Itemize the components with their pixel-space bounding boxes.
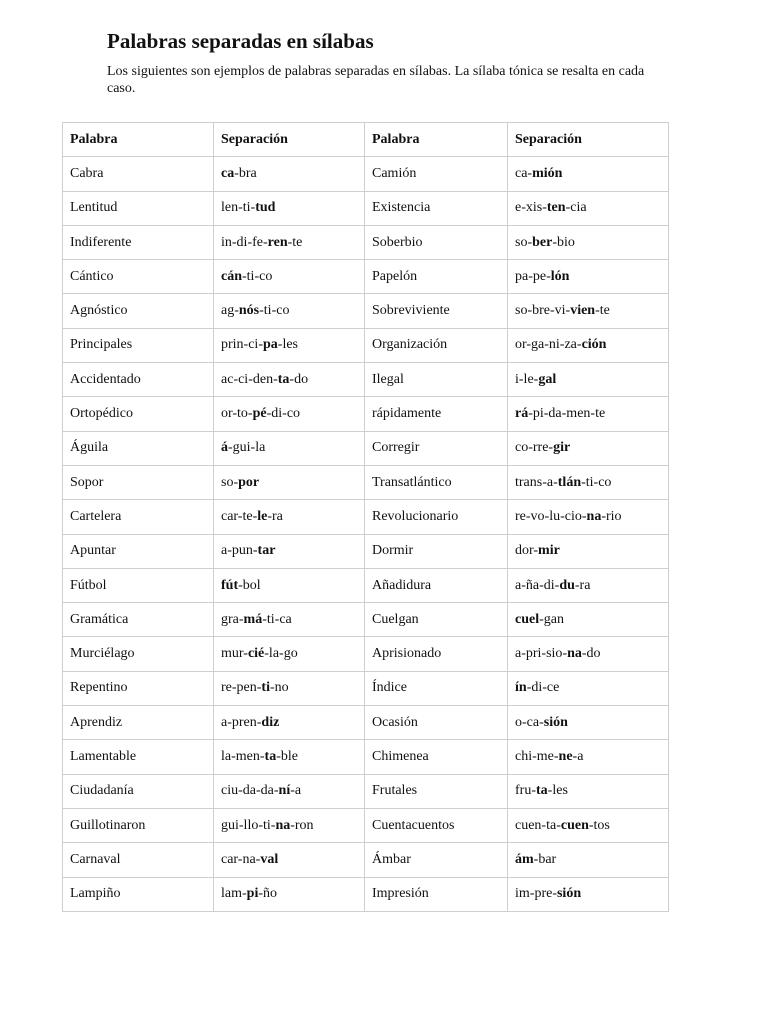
stressed-syllable: cié bbox=[247, 646, 265, 662]
stressed-syllable: na bbox=[567, 646, 582, 662]
table-row bbox=[63, 603, 669, 637]
separation-cell bbox=[508, 363, 669, 397]
syllable-segment: -pi-da-men-te bbox=[528, 406, 606, 422]
stressed-syllable: na bbox=[275, 817, 291, 833]
separation-cell bbox=[214, 568, 365, 602]
separation-cell bbox=[214, 363, 365, 397]
separation-cell bbox=[508, 431, 669, 465]
syllable-segment: -do bbox=[581, 646, 601, 662]
separation-cell bbox=[214, 603, 365, 637]
stressed-syllable: pa bbox=[262, 337, 278, 353]
stressed-syllable: má bbox=[243, 611, 263, 627]
syllable-segment: e-xis- bbox=[515, 200, 547, 216]
word-cell: Cabra bbox=[63, 157, 214, 191]
header-separation: Separación bbox=[214, 123, 365, 157]
syllable-segment: trans-a- bbox=[515, 474, 558, 490]
word-cell: Cántico bbox=[63, 260, 214, 294]
syllable-segment: -les bbox=[277, 337, 298, 353]
separation-cell bbox=[214, 191, 365, 225]
word-cell: Chimenea bbox=[365, 740, 508, 774]
stressed-syllable: tud bbox=[255, 200, 276, 216]
separation-cell bbox=[214, 671, 365, 705]
separation-cell bbox=[508, 328, 669, 362]
table-row bbox=[63, 465, 669, 499]
separation-cell bbox=[214, 706, 365, 740]
stressed-syllable: ca bbox=[221, 165, 235, 181]
stressed-syllable: mir bbox=[538, 543, 560, 559]
stressed-syllable: ber bbox=[532, 234, 553, 250]
syllable-segment: -les bbox=[547, 783, 568, 799]
syllable-segment: fru- bbox=[515, 783, 536, 799]
stressed-syllable: gal bbox=[538, 371, 557, 387]
syllable-segment: -gui-la bbox=[228, 440, 266, 456]
syllable-segment: -ti-co bbox=[242, 268, 273, 284]
syllable-segment: ac-ci-den- bbox=[221, 371, 278, 387]
separation-cell bbox=[214, 294, 365, 328]
separation-cell bbox=[214, 500, 365, 534]
syllable-segment: la-men- bbox=[221, 748, 265, 764]
word-cell: Soberbio bbox=[365, 225, 508, 259]
separation-cell bbox=[214, 157, 365, 191]
stressed-syllable: ta bbox=[277, 371, 290, 387]
syllable-segment: cuen-ta- bbox=[515, 817, 561, 833]
syllable-segment: -rio bbox=[601, 508, 622, 524]
separation-cell bbox=[214, 465, 365, 499]
word-cell: Indiferente bbox=[63, 225, 214, 259]
table-row bbox=[63, 328, 669, 362]
word-cell: Sopor bbox=[63, 465, 214, 499]
syllable-segment: -bra bbox=[234, 165, 257, 181]
separation-cell bbox=[508, 397, 669, 431]
stressed-syllable: ní bbox=[278, 783, 291, 799]
word-cell: Dormir bbox=[365, 534, 508, 568]
word-cell: Murciélago bbox=[63, 637, 214, 671]
syllable-segment: so- bbox=[221, 474, 239, 490]
syllable-segment: chi-me- bbox=[515, 748, 559, 764]
stressed-syllable: ám bbox=[515, 851, 534, 867]
separation-cell bbox=[508, 740, 669, 774]
stressed-syllable: mión bbox=[532, 165, 563, 181]
word-cell: Carnaval bbox=[63, 843, 214, 877]
syllable-segment: pa-pe- bbox=[515, 268, 551, 284]
separation-cell bbox=[214, 225, 365, 259]
stressed-syllable: ten bbox=[546, 200, 566, 216]
separation-cell bbox=[214, 328, 365, 362]
word-cell: Apuntar bbox=[63, 534, 214, 568]
syllable-segment: -gan bbox=[539, 611, 564, 627]
table-header-row bbox=[63, 123, 669, 157]
syllable-segment: a-ña-di- bbox=[515, 577, 560, 593]
stressed-syllable: ta bbox=[536, 783, 548, 799]
table-body bbox=[63, 157, 669, 912]
stressed-syllable: cán bbox=[221, 268, 242, 284]
word-cell: Ámbar bbox=[365, 843, 508, 877]
syllable-segment: -bol bbox=[238, 577, 261, 593]
syllable-segment: -a bbox=[290, 783, 302, 799]
table-row bbox=[63, 637, 669, 671]
word-cell: Lentitud bbox=[63, 191, 214, 225]
intro-paragraph: Los siguientes son ejemplos de palabras separadas en sílabas. La sílaba tónica se resalta en cada caso. bbox=[107, 64, 645, 96]
word-cell: Ocasión bbox=[365, 706, 508, 740]
table-row bbox=[63, 808, 669, 842]
syllable-segment: re-vo-lu-cio- bbox=[515, 508, 587, 524]
separation-cell bbox=[508, 225, 669, 259]
word-cell: Principales bbox=[63, 328, 214, 362]
stressed-syllable: á bbox=[221, 440, 228, 456]
word-cell: Impresión bbox=[365, 877, 508, 911]
syllable-segment: -ti-ca bbox=[262, 611, 292, 627]
stressed-syllable: sión bbox=[543, 714, 568, 730]
syllable-segment: len-ti- bbox=[221, 200, 256, 216]
separation-cell bbox=[508, 808, 669, 842]
table-row bbox=[63, 706, 669, 740]
word-cell: Índice bbox=[365, 671, 508, 705]
syllable-segment: so- bbox=[515, 234, 533, 250]
syllable-segment: -ra bbox=[574, 577, 591, 593]
separation-cell bbox=[508, 843, 669, 877]
syllable-segment: -ño bbox=[258, 886, 278, 902]
table-row bbox=[63, 157, 669, 191]
syllable-segment: -ron bbox=[290, 817, 314, 833]
separation-cell bbox=[508, 637, 669, 671]
syllable-segment: lam- bbox=[221, 886, 247, 902]
separation-cell bbox=[214, 534, 365, 568]
syllable-segment: car-na- bbox=[221, 851, 261, 867]
syllable-segment: -ble bbox=[276, 748, 298, 764]
syllable-segment: -la-go bbox=[264, 646, 298, 662]
syllable-segment: or-to- bbox=[221, 406, 253, 422]
table-row bbox=[63, 225, 669, 259]
syllable-segment: co-rre- bbox=[515, 440, 554, 456]
syllable-segment: -te bbox=[595, 303, 610, 319]
separation-cell bbox=[508, 534, 669, 568]
stressed-syllable: gir bbox=[553, 440, 571, 456]
word-cell: Revolucionario bbox=[365, 500, 508, 534]
word-cell: Lamentable bbox=[63, 740, 214, 774]
table-row bbox=[63, 260, 669, 294]
word-cell: Aprendiz bbox=[63, 706, 214, 740]
syllable-segment: in-di-fe- bbox=[221, 234, 268, 250]
stressed-syllable: ta bbox=[264, 748, 277, 764]
separation-cell bbox=[214, 397, 365, 431]
separation-cell bbox=[508, 191, 669, 225]
word-cell: Accidentado bbox=[63, 363, 214, 397]
table-row bbox=[63, 740, 669, 774]
syllable-segment: -te bbox=[287, 234, 303, 250]
separation-cell bbox=[508, 774, 669, 808]
syllable-segment: re-pen- bbox=[221, 680, 262, 696]
syllable-segment: so-bre-vi- bbox=[515, 303, 571, 319]
stressed-syllable: diz bbox=[261, 714, 280, 730]
word-cell: Organización bbox=[365, 328, 508, 362]
stressed-syllable: tlán bbox=[557, 474, 582, 490]
stressed-syllable: nós bbox=[238, 303, 260, 319]
stressed-syllable: ne bbox=[558, 748, 573, 764]
table-row bbox=[63, 534, 669, 568]
separation-cell bbox=[214, 431, 365, 465]
word-cell: Águila bbox=[63, 431, 214, 465]
syllable-segment: -cia bbox=[565, 200, 587, 216]
stressed-syllable: fút bbox=[221, 577, 239, 593]
separation-cell bbox=[508, 671, 669, 705]
syllable-segment: -ti-co bbox=[259, 303, 290, 319]
word-cell: Frutales bbox=[365, 774, 508, 808]
separation-cell bbox=[214, 637, 365, 671]
word-cell: Aprisionado bbox=[365, 637, 508, 671]
stressed-syllable: le bbox=[257, 508, 268, 524]
separation-cell bbox=[214, 740, 365, 774]
syllable-segment: gra- bbox=[221, 611, 244, 627]
separation-cell bbox=[508, 603, 669, 637]
separation-cell bbox=[508, 465, 669, 499]
syllable-segment: -a bbox=[572, 748, 584, 764]
word-cell: Corregir bbox=[365, 431, 508, 465]
table-row bbox=[63, 431, 669, 465]
word-cell: Cuelgan bbox=[365, 603, 508, 637]
separation-cell bbox=[508, 568, 669, 602]
syllable-segment: im-pre- bbox=[515, 886, 557, 902]
syllable-table bbox=[62, 122, 669, 912]
word-cell: Ilegal bbox=[365, 363, 508, 397]
word-cell: Añadidura bbox=[365, 568, 508, 602]
separation-cell bbox=[214, 843, 365, 877]
syllable-segment: car-te- bbox=[221, 508, 258, 524]
word-cell: Cartelera bbox=[63, 500, 214, 534]
stressed-syllable: pi bbox=[246, 886, 259, 902]
word-cell: rápidamente bbox=[365, 397, 508, 431]
table-row bbox=[63, 397, 669, 431]
stressed-syllable: tar bbox=[257, 543, 276, 559]
separation-cell bbox=[214, 877, 365, 911]
table-row bbox=[63, 843, 669, 877]
separation-cell bbox=[508, 294, 669, 328]
word-cell: Sobreviviente bbox=[365, 294, 508, 328]
syllable-segment: ag- bbox=[221, 303, 239, 319]
stressed-syllable: sión bbox=[556, 886, 582, 902]
header-separation: Separación bbox=[508, 123, 669, 157]
syllable-segment: or-ga-ni-za- bbox=[515, 337, 582, 353]
table-row bbox=[63, 774, 669, 808]
word-cell: Ortopédico bbox=[63, 397, 214, 431]
word-cell: Guillotinaron bbox=[63, 808, 214, 842]
separation-cell bbox=[508, 260, 669, 294]
separation-cell bbox=[508, 877, 669, 911]
stressed-syllable: ín bbox=[515, 680, 527, 696]
syllable-segment: a-pren- bbox=[221, 714, 262, 730]
table-row bbox=[63, 671, 669, 705]
table-row bbox=[63, 568, 669, 602]
table-row bbox=[63, 191, 669, 225]
stressed-syllable: val bbox=[260, 851, 279, 867]
separation-cell bbox=[214, 808, 365, 842]
word-cell: Lampiño bbox=[63, 877, 214, 911]
stressed-syllable: pé bbox=[252, 406, 267, 422]
separation-cell bbox=[508, 157, 669, 191]
syllable-segment: -bar bbox=[533, 851, 557, 867]
word-cell: Agnóstico bbox=[63, 294, 214, 328]
syllable-segment: -do bbox=[289, 371, 309, 387]
syllable-segment: dor- bbox=[515, 543, 539, 559]
header-word: Palabra bbox=[63, 123, 214, 157]
stressed-syllable: ren bbox=[267, 234, 288, 250]
word-cell: Camión bbox=[365, 157, 508, 191]
word-cell: Papelón bbox=[365, 260, 508, 294]
word-cell: Fútbol bbox=[63, 568, 214, 602]
syllable-segment: o-ca- bbox=[515, 714, 544, 730]
syllable-segment: gui-llo-ti- bbox=[221, 817, 276, 833]
syllable-segment: -no bbox=[269, 680, 289, 696]
header-word: Palabra bbox=[365, 123, 508, 157]
stressed-syllable: rá bbox=[515, 406, 529, 422]
syllable-segment: -ti-co bbox=[581, 474, 612, 490]
syllable-segment: -di-co bbox=[266, 406, 301, 422]
stressed-syllable: ti bbox=[261, 680, 270, 696]
syllable-segment: -bio bbox=[552, 234, 575, 250]
word-cell: Gramática bbox=[63, 603, 214, 637]
syllable-segment: i-le- bbox=[515, 371, 539, 387]
page-title: Palabras separadas en sílabas bbox=[107, 29, 374, 53]
syllable-segment: a-pun- bbox=[221, 543, 258, 559]
syllable-segment: ca- bbox=[515, 165, 533, 181]
word-cell: Transatlántico bbox=[365, 465, 508, 499]
table-row bbox=[63, 363, 669, 397]
stressed-syllable: ción bbox=[581, 337, 607, 353]
table-row bbox=[63, 500, 669, 534]
syllable-segment: -tos bbox=[588, 817, 610, 833]
separation-cell bbox=[508, 706, 669, 740]
syllable-segment: ciu-da-da- bbox=[221, 783, 279, 799]
stressed-syllable: lón bbox=[550, 268, 570, 284]
syllable-segment: -di-ce bbox=[526, 680, 560, 696]
word-cell: Ciudadanía bbox=[63, 774, 214, 808]
syllable-segment: mur- bbox=[221, 646, 248, 662]
stressed-syllable: du bbox=[559, 577, 575, 593]
word-cell: Cuentacuentos bbox=[365, 808, 508, 842]
stressed-syllable: na bbox=[586, 508, 602, 524]
separation-cell bbox=[508, 500, 669, 534]
word-cell: Existencia bbox=[365, 191, 508, 225]
word-cell: Repentino bbox=[63, 671, 214, 705]
stressed-syllable: vien bbox=[570, 303, 596, 319]
syllable-segment: a-pri-sio- bbox=[515, 646, 568, 662]
stressed-syllable: cuen bbox=[560, 817, 589, 833]
table-row bbox=[63, 294, 669, 328]
syllable-segment: prin-ci- bbox=[221, 337, 263, 353]
stressed-syllable: cuel bbox=[515, 611, 540, 627]
syllable-segment: -ra bbox=[267, 508, 283, 524]
table-row bbox=[63, 877, 669, 911]
stressed-syllable: por bbox=[238, 474, 260, 490]
separation-cell bbox=[214, 774, 365, 808]
separation-cell bbox=[214, 260, 365, 294]
